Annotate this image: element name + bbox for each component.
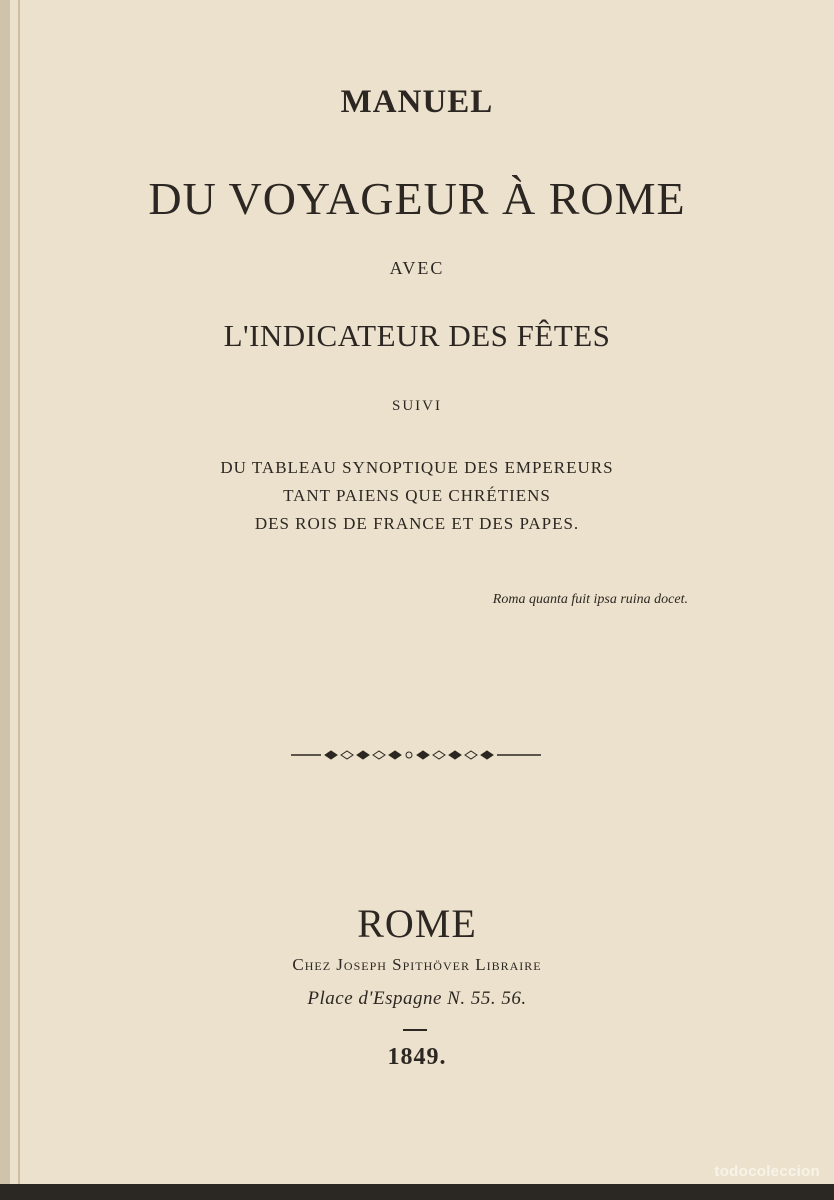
title-main: DU VOYAGEUR À ROME	[148, 173, 686, 224]
imprint-dash	[403, 1029, 427, 1031]
imprint-publisher: Chez Joseph Spithöver Libraire	[292, 955, 542, 974]
ornament-rule-icon	[291, 744, 541, 766]
imprint-city: ROME	[357, 901, 477, 946]
title-avec: AVEC	[389, 258, 445, 278]
bottom-shadow	[0, 1184, 834, 1200]
title-suivi: SUIVI	[392, 398, 442, 414]
imprint-year: 1849.	[387, 1044, 447, 1070]
subtitle-line-2: TANT PAIENS QUE CHRÉTIENS	[283, 486, 551, 505]
imprint-address: Place d'Espagne N. 55. 56.	[307, 988, 527, 1009]
title-manuel: MANUEL	[340, 84, 494, 120]
subtitle-line-3: DES ROIS DE FRANCE ET DES PAPES.	[254, 514, 580, 533]
watermark: todocoleccion	[714, 1163, 820, 1180]
title-indicateur: L'INDICATEUR DES FÊTES	[223, 318, 611, 353]
latin-motto: Roma quanta fuit ipsa ruina docet.	[492, 592, 688, 607]
subtitle-line-1: DU TABLEAU SYNOPTIQUE DES EMPEREURS	[220, 458, 614, 477]
